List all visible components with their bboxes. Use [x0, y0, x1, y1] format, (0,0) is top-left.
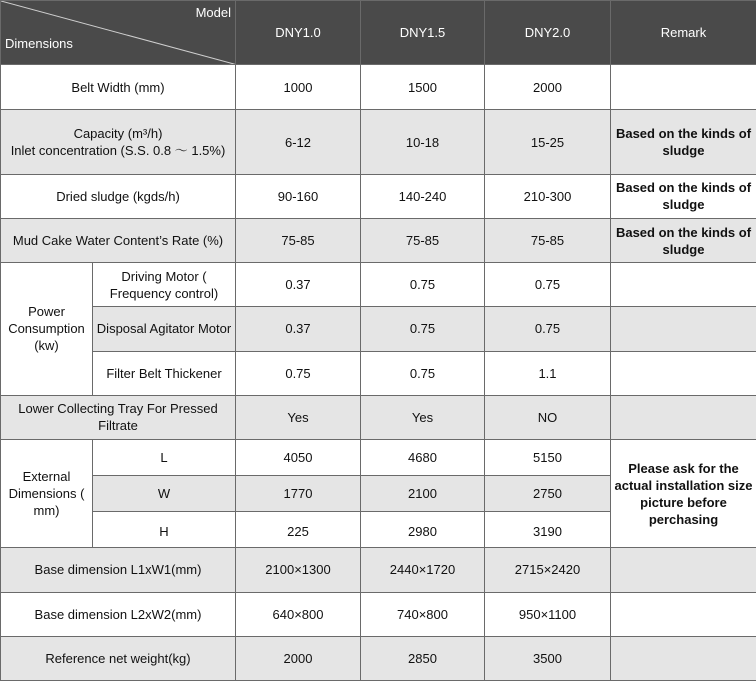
- dried-sludge-value: 140-240: [361, 174, 485, 218]
- power-value: 0.75: [361, 263, 485, 307]
- power-value: 1.1: [485, 351, 611, 395]
- table-row: [1, 439, 756, 475]
- external-value: 3190: [485, 512, 611, 548]
- belt-width-value: 1500: [361, 65, 485, 110]
- power-value: 0.75: [485, 307, 611, 351]
- capacity-label-line1: Capacity (m³/h): [73, 126, 163, 142]
- capacity-value: 6-12: [236, 110, 361, 174]
- external-value: 1770: [236, 476, 361, 512]
- table-row: [1, 548, 756, 592]
- external-value: 5150: [485, 439, 611, 475]
- external-value: 2750: [485, 476, 611, 512]
- base1-label: Base dimension L1xW1(mm): [1, 548, 236, 592]
- capacity-label-line2: Inlet concentration (S.S. 0.8 ～ 1.5%): [10, 143, 226, 159]
- base1-value: 2100×1300: [236, 548, 361, 592]
- tray-value: Yes: [236, 395, 361, 439]
- external-value: 225: [236, 512, 361, 548]
- mud-cake-label: Mud Cake Water Content’s Rate (%): [1, 218, 236, 262]
- remark-cell: [611, 307, 756, 351]
- power-item-label: Driving Motor ( Frequency control): [93, 263, 236, 307]
- remark-cell: Based on the kinds of sludge: [611, 110, 756, 174]
- model-header-2: DNY1.5: [361, 1, 485, 65]
- tray-value: NO: [485, 395, 611, 439]
- power-group-label: Power Consumption (kw): [1, 263, 93, 396]
- table-row: [1, 395, 756, 439]
- base2-value: 950×1100: [485, 592, 611, 636]
- table-row: [1, 636, 756, 680]
- base1-value: 2440×1720: [361, 548, 485, 592]
- external-value: 4680: [361, 439, 485, 475]
- remark-cell: [611, 636, 756, 680]
- model-header-1: DNY1.0: [236, 1, 361, 65]
- remark-cell: [611, 592, 756, 636]
- base1-value: 2715×2420: [485, 548, 611, 592]
- external-item-label: H: [93, 512, 236, 548]
- remark-cell: [611, 263, 756, 307]
- table-row: [1, 218, 756, 262]
- table-row: [1, 592, 756, 636]
- base2-value: 740×800: [361, 592, 485, 636]
- table-row: [1, 65, 756, 110]
- external-value: 2980: [361, 512, 485, 548]
- power-value: 0.37: [236, 307, 361, 351]
- mud-cake-value: 75-85: [236, 218, 361, 262]
- table-row: [1, 263, 756, 307]
- model-label: Model: [195, 5, 231, 20]
- table-row: [1, 351, 756, 395]
- weight-value: 3500: [485, 636, 611, 680]
- dried-sludge-label: Dried sludge (kgds/h): [1, 174, 236, 218]
- base2-label: Base dimension L2xW2(mm): [1, 592, 236, 636]
- belt-width-value: 1000: [236, 65, 361, 110]
- weight-label: Reference net weight(kg): [1, 636, 236, 680]
- dried-sludge-value: 210-300: [485, 174, 611, 218]
- external-item-label: L: [93, 439, 236, 475]
- mud-cake-value: 75-85: [485, 218, 611, 262]
- table-row: [1, 174, 756, 218]
- external-group-label: External Dimensions ( mm): [1, 439, 93, 547]
- remark-cell: Please ask for the actual installation size picture before perchasing: [611, 439, 756, 547]
- header-row: [1, 1, 756, 65]
- header-corner-cell: [1, 1, 236, 65]
- remark-cell: Based on the kinds of sludge: [611, 174, 756, 218]
- mud-cake-value: 75-85: [361, 218, 485, 262]
- tray-label: Lower Collecting Tray For Pressed Filtrate: [1, 395, 236, 439]
- weight-value: 2850: [361, 636, 485, 680]
- external-value: 2100: [361, 476, 485, 512]
- capacity-value: 10-18: [361, 110, 485, 174]
- power-item-label: Filter Belt Thickener: [93, 351, 236, 395]
- remark-cell: [611, 548, 756, 592]
- capacity-value: 15-25: [485, 110, 611, 174]
- remark-cell: Based on the kinds of sludge: [611, 218, 756, 262]
- remark-cell: [611, 351, 756, 395]
- power-value: 0.37: [236, 263, 361, 307]
- capacity-label: [1, 110, 236, 174]
- tray-value: Yes: [361, 395, 485, 439]
- remark-cell: [611, 395, 756, 439]
- belt-width-label: Belt Width (mm): [1, 65, 236, 110]
- remark-cell: [611, 65, 756, 110]
- table-row: [1, 307, 756, 351]
- power-value: 0.75: [361, 307, 485, 351]
- weight-value: 2000: [236, 636, 361, 680]
- base2-value: 640×800: [236, 592, 361, 636]
- belt-width-value: 2000: [485, 65, 611, 110]
- external-item-label: W: [93, 476, 236, 512]
- table-row: [1, 110, 756, 174]
- dimensions-label: Dimensions: [5, 36, 73, 52]
- model-header-3: DNY2.0: [485, 1, 611, 65]
- power-value: 0.75: [236, 351, 361, 395]
- dried-sludge-value: 90-160: [236, 174, 361, 218]
- power-value: 0.75: [361, 351, 485, 395]
- external-value: 4050: [236, 439, 361, 475]
- remark-header: Remark: [611, 1, 756, 65]
- power-item-label: Disposal Agitator Motor: [93, 307, 236, 351]
- power-value: 0.75: [485, 263, 611, 307]
